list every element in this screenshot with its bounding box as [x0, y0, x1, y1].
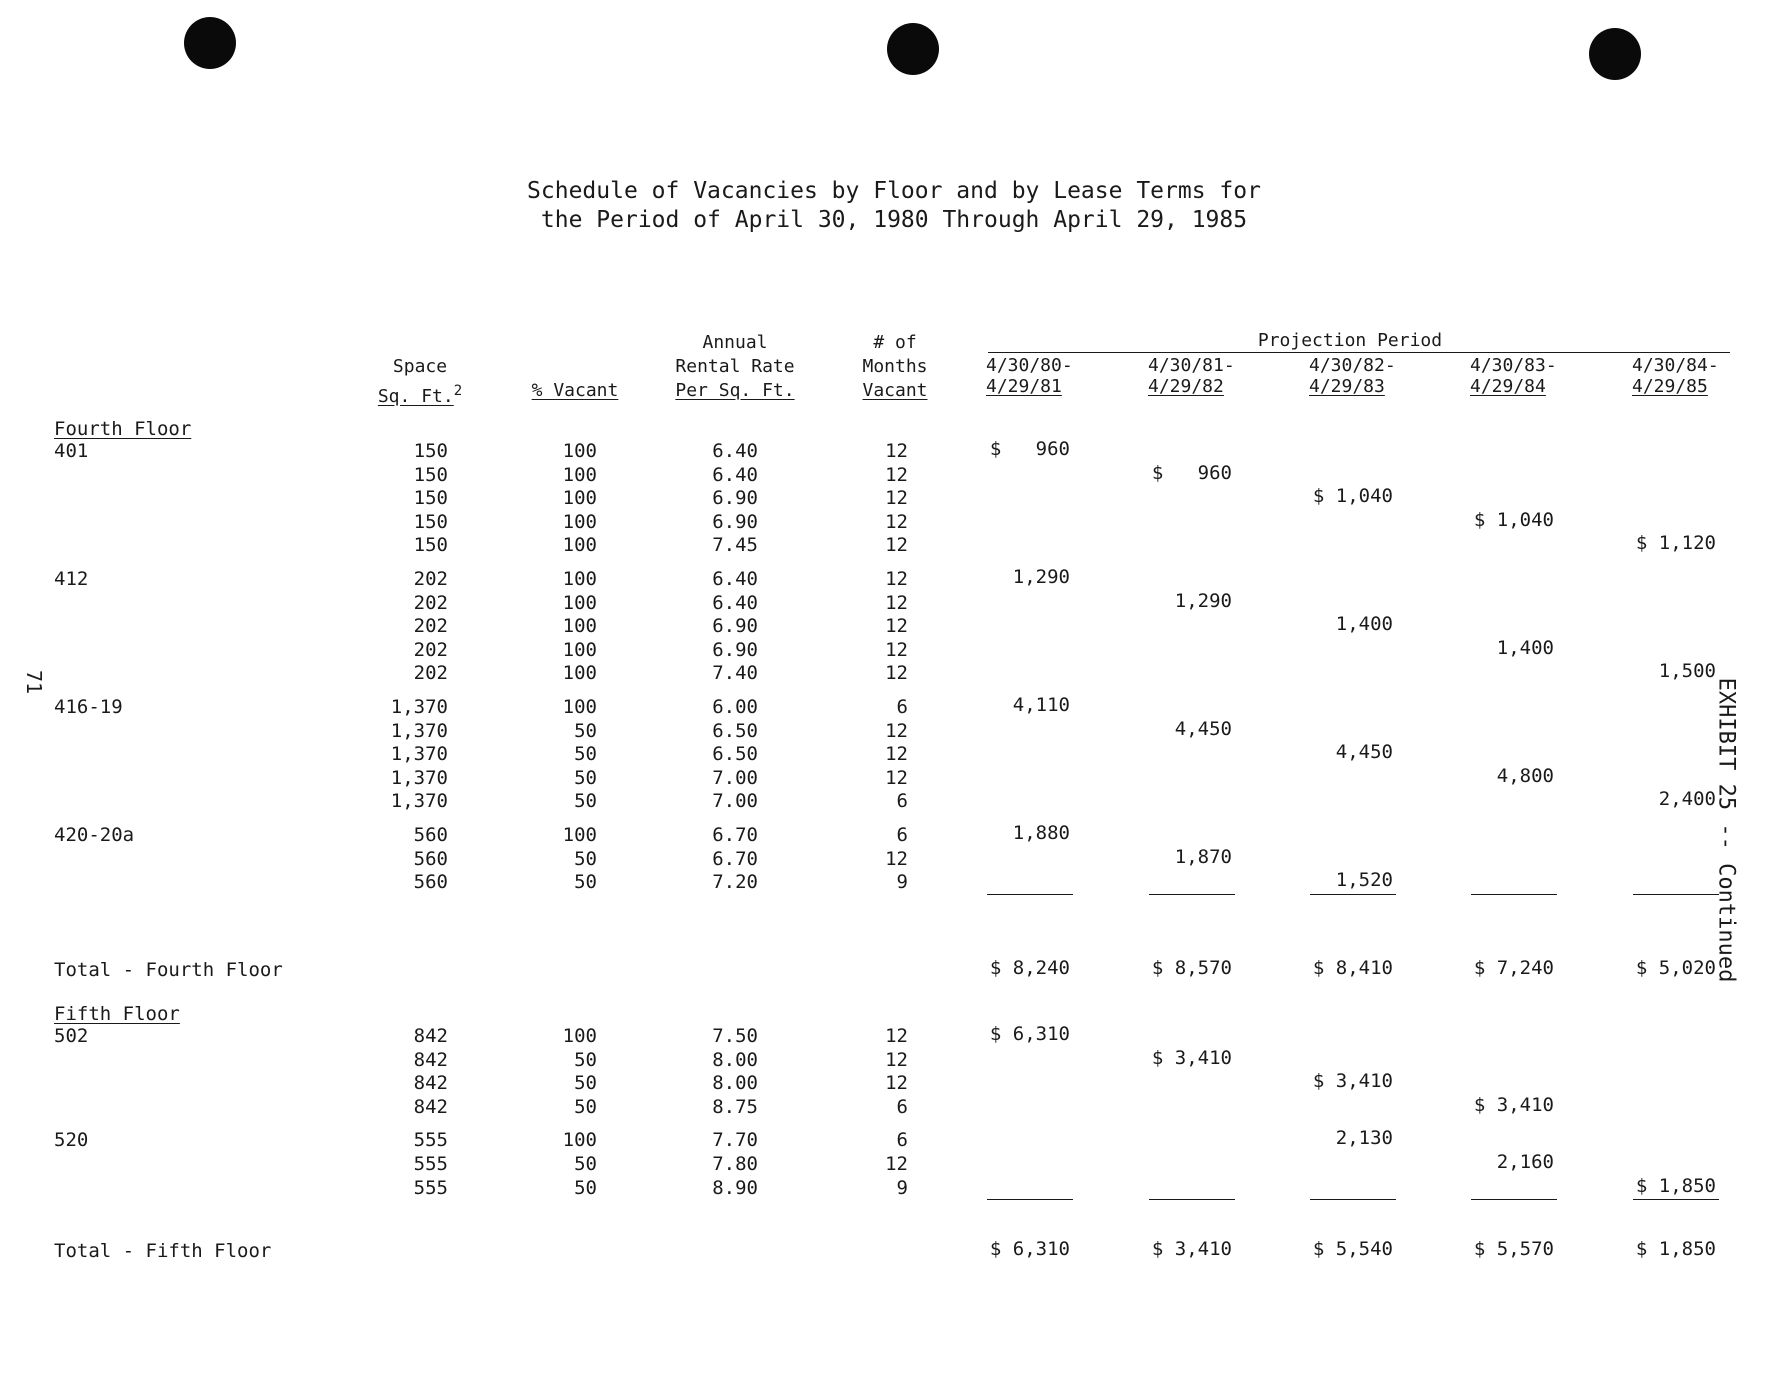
space-sq-ft: 842 [413, 1049, 448, 1071]
period-total: $ 8,240 [989, 957, 1070, 979]
period-total: $ 5,570 [1473, 1238, 1554, 1260]
period-total: $ 1,850 [1635, 1238, 1716, 1260]
subtotal-rule [1310, 894, 1396, 895]
unit-number: 520 [54, 1129, 89, 1151]
percent-vacant: 100 [562, 568, 597, 590]
projected-amount: 1,290 [1174, 590, 1232, 612]
annual-rental-rate: 6.90 [712, 487, 758, 509]
projected-amount: 1,870 [1174, 846, 1232, 868]
fifth-floor-heading: Fifth Floor [54, 1003, 180, 1025]
projected-amount: 4,800 [1496, 765, 1554, 787]
projected-amount: 4,450 [1174, 718, 1232, 740]
percent-vacant: 50 [574, 1177, 597, 1199]
projected-amount: 1,880 [1012, 822, 1070, 844]
header-space-line1: Space [392, 356, 448, 377]
percent-vacant: 50 [574, 1049, 597, 1071]
header-period-1 [986, 355, 1078, 397]
unit-number: 420-20a [54, 824, 135, 846]
fourth-floor-total-label: Total - Fourth Floor [54, 959, 283, 981]
header-rate-line1: Annual [702, 332, 768, 353]
space-sq-ft: 560 [413, 871, 448, 893]
subtotal-rule [987, 894, 1073, 895]
projected-amount: 1,520 [1335, 869, 1393, 891]
percent-vacant: 50 [574, 848, 597, 870]
projected-amount: 1,400 [1496, 637, 1554, 659]
header-rate [665, 331, 805, 403]
space-sq-ft: 842 [413, 1025, 448, 1047]
annual-rental-rate: 8.75 [712, 1096, 758, 1118]
percent-vacant: 50 [574, 1096, 597, 1118]
space-sq-ft: 555 [413, 1153, 448, 1175]
period-total: $ 5,020 [1635, 957, 1716, 979]
header-period-2-start: 4/30/81- [1148, 355, 1235, 376]
percent-vacant: 100 [562, 639, 597, 661]
annual-rental-rate: 6.90 [712, 511, 758, 533]
months-vacant: 12 [885, 568, 908, 590]
space-sq-ft: 150 [413, 440, 448, 462]
header-period-4-start: 4/30/83- [1470, 355, 1557, 376]
space-sq-ft: 202 [413, 568, 448, 590]
projected-amount: 2,130 [1335, 1127, 1393, 1149]
footnote-marker: 2 [453, 383, 463, 399]
header-rate-line3: Per Sq. Ft. [675, 380, 795, 401]
projected-amount: $ 1,120 [1635, 532, 1716, 554]
header-space [360, 355, 480, 409]
percent-vacant: 100 [562, 662, 597, 684]
projected-amount: $ 6,310 [989, 1023, 1070, 1045]
percent-vacant: 50 [574, 871, 597, 893]
annual-rental-rate: 6.50 [712, 720, 758, 742]
annual-rental-rate: 6.40 [712, 592, 758, 614]
months-vacant: 12 [885, 487, 908, 509]
months-vacant: 6 [896, 1129, 908, 1151]
header-months-line2: Months [862, 356, 928, 377]
months-vacant: 12 [885, 720, 908, 742]
annual-rental-rate: 7.00 [712, 767, 758, 789]
months-vacant: 12 [885, 743, 908, 765]
months-vacant: 6 [896, 824, 908, 846]
period-total: $ 3,410 [1151, 1238, 1232, 1260]
percent-vacant: 100 [562, 696, 597, 718]
period-total: $ 8,570 [1151, 957, 1232, 979]
percent-vacant: 100 [562, 440, 597, 462]
header-months-line3: Vacant [862, 380, 928, 401]
subtotal-rule [1471, 894, 1557, 895]
percent-vacant: 100 [562, 1129, 597, 1151]
months-vacant: 12 [885, 1025, 908, 1047]
projected-amount: $ 1,850 [1635, 1175, 1716, 1197]
header-projection-label: Projection Period [1257, 330, 1443, 351]
space-sq-ft: 150 [413, 464, 448, 486]
document-title-line-1: Schedule of Vacancies by Floor and by Lease Terms for [527, 178, 1261, 204]
header-vacant [520, 379, 630, 403]
header-months-line1: # of [873, 332, 917, 353]
space-sq-ft: 555 [413, 1129, 448, 1151]
header-period-3-end: 4/29/83 [1309, 376, 1385, 397]
months-vacant: 9 [896, 871, 908, 893]
header-period-1-start: 4/30/80- [986, 355, 1073, 376]
punch-hole-center [887, 23, 939, 75]
annual-rental-rate: 7.40 [712, 662, 758, 684]
period-total: $ 5,540 [1312, 1238, 1393, 1260]
months-vacant: 6 [896, 696, 908, 718]
period-total: $ 8,410 [1312, 957, 1393, 979]
subtotal-rule [1633, 1199, 1719, 1200]
annual-rental-rate: 8.00 [712, 1072, 758, 1094]
space-sq-ft: 1,370 [390, 743, 448, 765]
header-vacant-label: % Vacant [531, 380, 619, 401]
header-period-5-end: 4/29/85 [1632, 376, 1708, 397]
percent-vacant: 100 [562, 592, 597, 614]
months-vacant: 12 [885, 1049, 908, 1071]
annual-rental-rate: 6.70 [712, 848, 758, 870]
months-vacant: 12 [885, 464, 908, 486]
punch-hole-left [184, 17, 236, 69]
months-vacant: 12 [885, 534, 908, 556]
projected-amount: 2,160 [1496, 1151, 1554, 1173]
projected-amount: $ 1,040 [1473, 509, 1554, 531]
percent-vacant: 50 [574, 767, 597, 789]
space-sq-ft: 202 [413, 662, 448, 684]
projected-amount: $ 3,410 [1473, 1094, 1554, 1116]
space-sq-ft: 555 [413, 1177, 448, 1199]
header-period-5-start: 4/30/84- [1632, 355, 1719, 376]
header-period-2 [1148, 355, 1240, 397]
annual-rental-rate: 6.00 [712, 696, 758, 718]
subtotal-rule [1633, 894, 1719, 895]
months-vacant: 6 [896, 790, 908, 812]
projected-amount: $ 3,410 [1312, 1070, 1393, 1092]
subtotal-rule [1310, 1199, 1396, 1200]
header-period-3-start: 4/30/82- [1309, 355, 1396, 376]
projected-amount: 1,500 [1658, 660, 1716, 682]
projected-amount: 4,450 [1335, 741, 1393, 763]
projected-amount: $ 1,040 [1312, 485, 1393, 507]
annual-rental-rate: 6.70 [712, 824, 758, 846]
projected-amount: 2,400 [1658, 788, 1716, 810]
unit-number: 502 [54, 1025, 89, 1047]
space-sq-ft: 560 [413, 848, 448, 870]
projection-rule [988, 352, 1730, 353]
annual-rental-rate: 7.20 [712, 871, 758, 893]
percent-vacant: 100 [562, 534, 597, 556]
exhibit-label: EXHIBIT 25 -- Continued [1713, 677, 1739, 983]
header-period-1-end: 4/29/81 [986, 376, 1062, 397]
unit-number: 401 [54, 440, 89, 462]
percent-vacant: 50 [574, 790, 597, 812]
percent-vacant: 100 [562, 824, 597, 846]
space-sq-ft: 150 [413, 487, 448, 509]
months-vacant: 12 [885, 592, 908, 614]
months-vacant: 12 [885, 1153, 908, 1175]
annual-rental-rate: 7.70 [712, 1129, 758, 1151]
header-period-4-end: 4/29/84 [1470, 376, 1546, 397]
space-sq-ft: 202 [413, 592, 448, 614]
space-sq-ft: 1,370 [390, 696, 448, 718]
percent-vacant: 100 [562, 511, 597, 533]
projected-amount: 1,290 [1012, 566, 1070, 588]
fourth-floor-heading: Fourth Floor [54, 418, 192, 440]
unit-number: 412 [54, 568, 89, 590]
annual-rental-rate: 7.50 [712, 1025, 758, 1047]
header-rate-line2: Rental Rate [675, 356, 795, 377]
page-number: 71 [22, 669, 46, 695]
annual-rental-rate: 7.80 [712, 1153, 758, 1175]
period-total: $ 6,310 [989, 1238, 1070, 1260]
months-vacant: 12 [885, 662, 908, 684]
months-vacant: 6 [896, 1096, 908, 1118]
months-vacant: 12 [885, 615, 908, 637]
percent-vacant: 50 [574, 1072, 597, 1094]
percent-vacant: 50 [574, 1153, 597, 1175]
projected-amount: $ 960 [1151, 462, 1232, 484]
period-total: $ 7,240 [1473, 957, 1554, 979]
subtotal-rule [1471, 1199, 1557, 1200]
document-title-line-2: the Period of April 30, 1980 Through April 29, 1985 [540, 207, 1248, 233]
fifth-floor-total-label: Total - Fifth Floor [54, 1240, 272, 1262]
projected-amount: $ 960 [989, 438, 1070, 460]
unit-number: 416-19 [54, 696, 123, 718]
space-sq-ft: 1,370 [390, 767, 448, 789]
percent-vacant: 50 [574, 720, 597, 742]
months-vacant: 12 [885, 440, 908, 462]
subtotal-rule [1149, 1199, 1235, 1200]
percent-vacant: 100 [562, 1025, 597, 1047]
annual-rental-rate: 6.40 [712, 464, 758, 486]
space-sq-ft: 1,370 [390, 720, 448, 742]
percent-vacant: 50 [574, 743, 597, 765]
annual-rental-rate: 6.40 [712, 440, 758, 462]
months-vacant: 9 [896, 1177, 908, 1199]
annual-rental-rate: 7.45 [712, 534, 758, 556]
percent-vacant: 100 [562, 464, 597, 486]
header-space-label: Sq. Ft. [377, 386, 454, 407]
header-period-2-end: 4/29/82 [1148, 376, 1224, 397]
months-vacant: 12 [885, 639, 908, 661]
punch-hole-right [1589, 28, 1641, 80]
space-sq-ft: 150 [413, 511, 448, 533]
space-sq-ft: 842 [413, 1096, 448, 1118]
header-months [850, 331, 940, 403]
months-vacant: 12 [885, 767, 908, 789]
annual-rental-rate: 6.40 [712, 568, 758, 590]
subtotal-rule [987, 1199, 1073, 1200]
header-period-5 [1632, 355, 1724, 397]
header-projection-period [1200, 329, 1500, 353]
months-vacant: 12 [885, 511, 908, 533]
space-sq-ft: 1,370 [390, 790, 448, 812]
annual-rental-rate: 8.00 [712, 1049, 758, 1071]
space-sq-ft: 202 [413, 615, 448, 637]
annual-rental-rate: 6.50 [712, 743, 758, 765]
annual-rental-rate: 6.90 [712, 615, 758, 637]
header-period-4 [1470, 355, 1562, 397]
months-vacant: 12 [885, 848, 908, 870]
header-period-3 [1309, 355, 1401, 397]
subtotal-rule [1149, 894, 1235, 895]
space-sq-ft: 842 [413, 1072, 448, 1094]
annual-rental-rate: 8.90 [712, 1177, 758, 1199]
projected-amount: 4,110 [1012, 694, 1070, 716]
space-sq-ft: 202 [413, 639, 448, 661]
space-sq-ft: 560 [413, 824, 448, 846]
header-space-line2 [360, 379, 480, 409]
annual-rental-rate: 6.90 [712, 639, 758, 661]
percent-vacant: 100 [562, 487, 597, 509]
percent-vacant: 100 [562, 615, 597, 637]
projected-amount: 1,400 [1335, 613, 1393, 635]
months-vacant: 12 [885, 1072, 908, 1094]
space-sq-ft: 150 [413, 534, 448, 556]
annual-rental-rate: 7.00 [712, 790, 758, 812]
projected-amount: $ 3,410 [1151, 1047, 1232, 1069]
